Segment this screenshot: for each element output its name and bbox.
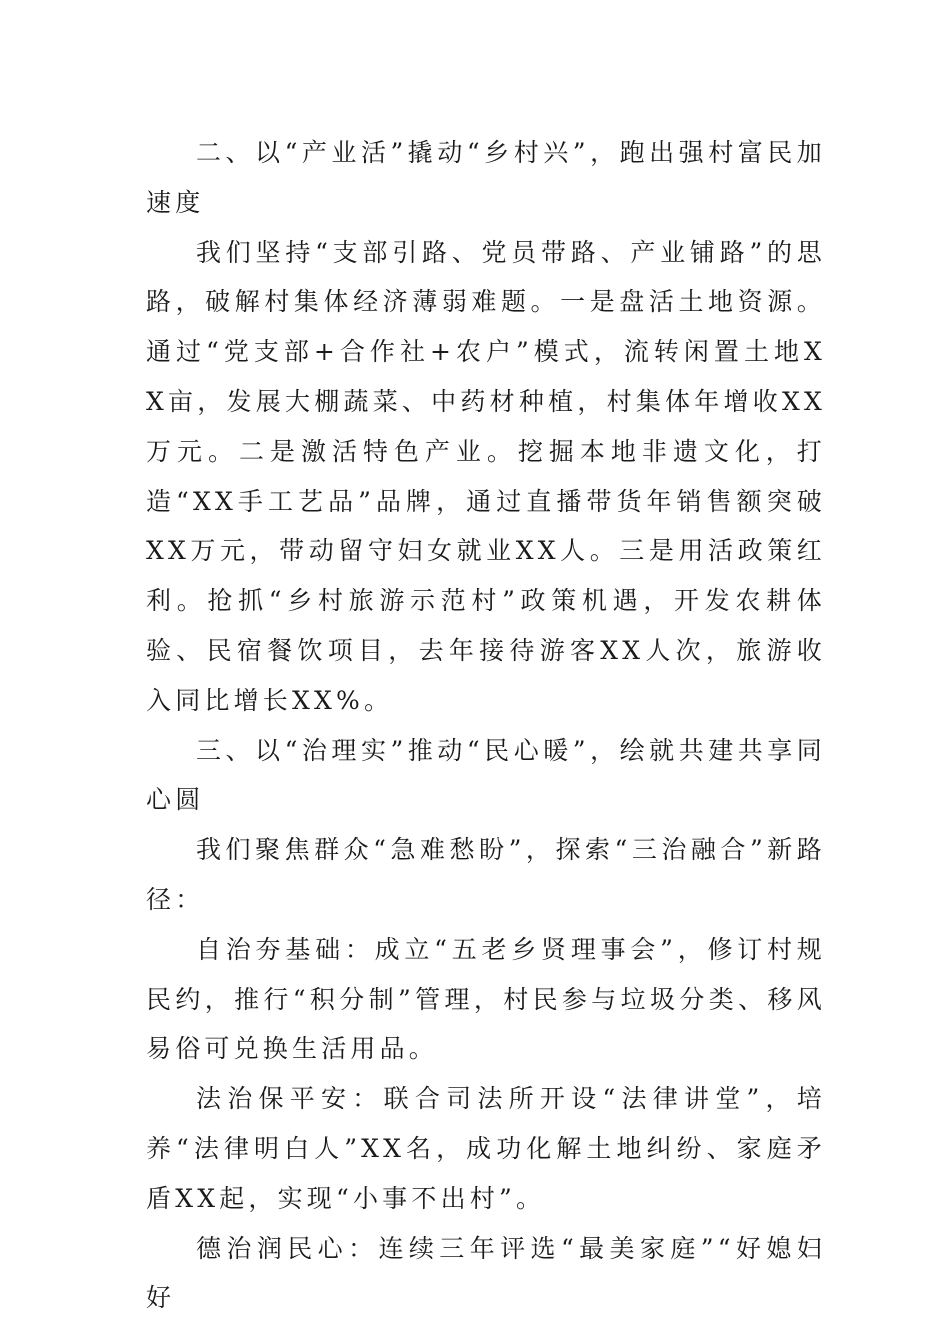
paragraph-self-governance: 自治夯基础：成立“五老乡贤理事会”，修订村规民约，推行“积分制”管理，村民参与垃圾分类、移风易俗可兑换生活用品。 — [146, 934, 826, 1064]
paragraph-rule-of-law: 法治保平安：联合司法所开设“法律讲堂”，培养“法律明白人”XX名，成功化解土地纠纷、家庭矛盾XX起，实现“小事不出村”。 — [146, 1084, 826, 1213]
section-heading-2: 二、以“产业活”撬动“乡村兴”，跑出强村富民加速度 — [146, 138, 826, 217]
document-page — [146, 128, 826, 1323]
paragraph-rule-of-virtue: 德治润民心：连续三年评选“最美家庭”“好媳妇好 — [146, 1233, 826, 1313]
section-heading-3: 三、以“治理实”推动“民心暖”，绘就共建共享同心圆 — [146, 735, 826, 815]
paragraph-governance-intro: 我们聚焦群众“急难愁盼”，探索“三治融合”新路径： — [146, 835, 826, 914]
paragraph-industry: 我们坚持“支部引路、党员带路、产业铺路”的思路，破解村集体经济薄弱难题。一是盘活土地资源。通过“党支部+合作社+农户”模式，流转闲置土地XX亩，发展大棚蔬菜、中药材种植，村集体年增收XX万元。二是激活特色产业。挖掘本地非遗文化，打造“XX手工艺品”品牌，通过直播带货年销售额突破XX万元，带动留守妇女就业XX人。三是用活政策红利。抢抓“乡村旅游示范村”政策机遇，开发农耕体验、民宿餐饮项目，去年接待游客XX人次，旅游收入同比增长XX%。 — [146, 237, 826, 715]
